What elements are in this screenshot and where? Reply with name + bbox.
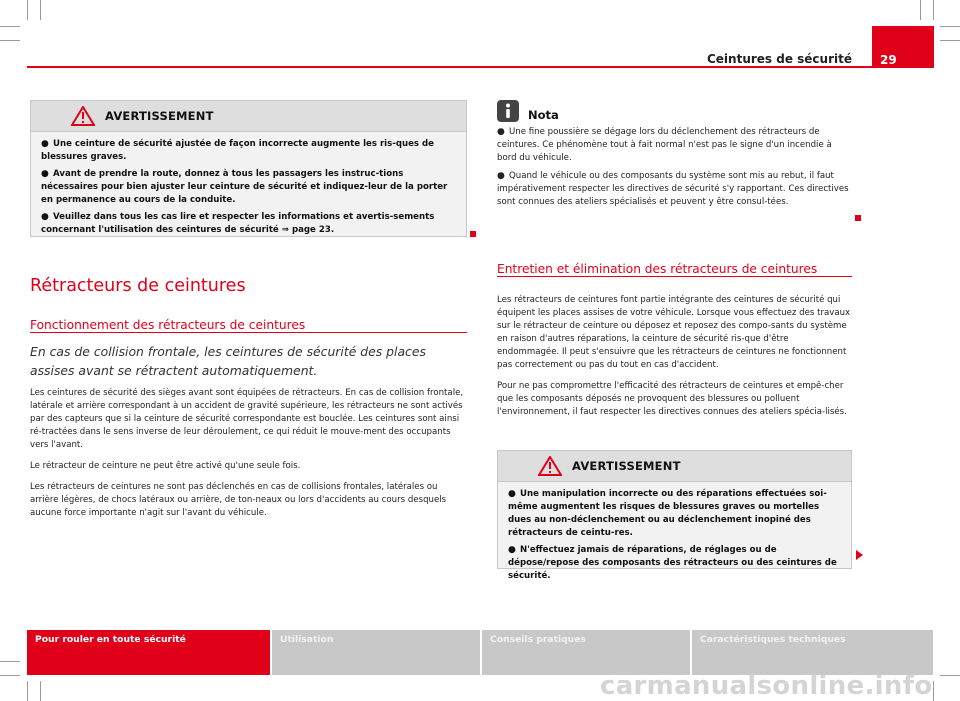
section-title: Rétracteurs de ceintures — [30, 276, 246, 296]
left-body — [30, 387, 466, 528]
note-heading: Nota — [528, 108, 559, 122]
crop-mark — [27, 681, 28, 701]
watermark: carmanualsonline.info — [600, 671, 933, 701]
warning-heading: AVERTISSEMENT — [105, 109, 214, 123]
crop-mark — [0, 26, 20, 27]
subsection-rule — [30, 332, 467, 333]
running-header-title: Ceintures de sécurité — [706, 52, 852, 66]
section-end-mark — [470, 231, 476, 237]
crop-mark — [933, 0, 934, 20]
crop-mark — [940, 675, 960, 676]
warning-triangle-icon — [71, 106, 95, 126]
subsection-title: Entretien et élimination des rétracteurs de ceintures — [497, 262, 818, 276]
paragraph: Les ceintures de sécurité des sièges avant sont équipées de rétracteurs. En cas de collision frontale, latérale et arrière correspondant à un accident de gravité supérieure, les rétracteurs ne sont activés par des capteurs que si la ceinture de sécurité correspondante est bouclée. Les ceintures sont ainsi ré-tractées dans le sens inverse de leur déroulement, ce qui réduit le mouve-ment des occupants vers l'avant. — [30, 388, 464, 450]
warning-item: ● Une ceinture de sécurité ajustée de façon incorrecte augmente les ris-ques de blessures graves. — [41, 139, 434, 162]
subsection-rule — [497, 276, 852, 277]
crop-mark — [27, 0, 28, 20]
right-body — [497, 294, 852, 427]
crop-mark — [933, 681, 934, 701]
warning-item: ● Veuillez dans tous les cas lire et respecter les informations et avertis-sements concernant l'utilisation des ceintures de sécurité ⇒ page 23. — [41, 212, 435, 235]
warning-header — [498, 451, 851, 482]
note-header — [497, 100, 559, 122]
section-end-mark — [855, 215, 861, 221]
paragraph: Pour ne pas compromettre l'efficacité des rétracteurs de ceintures et empê-cher que les composants déposés ne provoquent des blessures ou polluent l'environnement, il faut respecter les directives connues des ateliers spécia-lisés. — [497, 381, 847, 417]
crop-mark — [40, 0, 41, 20]
crop-mark — [940, 40, 960, 41]
crop-mark — [940, 26, 960, 27]
lead-paragraph: En cas de collision frontale, les ceintures de sécurité des places assises avant se rétractent automatiquement. — [30, 344, 426, 378]
subsection-title: Fonctionnement des rétracteurs de ceintures — [30, 318, 306, 332]
crop-mark — [0, 40, 20, 41]
paragraph: Les rétracteurs de ceintures font partie intégrante des ceintures de sécurité qui équipent les places assises de votre véhicule. Lorsque vous effectuez des travaux sur le rétracteur de ceinture ou déposez et reposez des compo-sants du système en raison d'autres réparations, la ceinture de sécurité ris-que d'être endommagée. Il peut s'ensuivre que les rétracteurs de ceintures ne fonctionnent pas correctement ou pas du tout en cas d'accident. — [497, 295, 851, 370]
footer-tab-tips[interactable]: Conseils pratiques — [482, 630, 690, 675]
note-item: ● Une fine poussière se dégage lors du déclenchement des rétracteurs de ceintures. Ce phénomène tout à fait normal n'est pas le signe d'un incendie à bord du véhicule. — [497, 127, 832, 163]
continue-arrow-icon — [856, 550, 863, 560]
warning-item: ● Une manipulation incorrecte ou des réparations effectuées soi-même augmentent les risques de blessures graves ou mortelles dues au non-déclenchement ou au déclenchement inopiné des rétracteurs de ceintu-res. — [508, 489, 827, 538]
footer-tab-specs[interactable]: Caractéristiques techniques — [692, 630, 933, 675]
page-number-tab — [872, 26, 934, 68]
page-number: 29 — [880, 53, 897, 67]
warning-heading: AVERTISSEMENT — [572, 459, 681, 473]
warning-item: ● N'effectuez jamais de réparations, de réglages ou de dépose/repose des composants des rétracteurs ou des ceintures de sécurité. — [508, 545, 837, 581]
crop-mark — [0, 661, 20, 662]
crop-mark — [40, 681, 41, 701]
crop-mark — [0, 675, 20, 676]
footer-tab-usage[interactable]: Utilisation — [272, 630, 480, 675]
footer-tab-safety[interactable]: Pour rouler en toute sécurité — [27, 630, 270, 675]
warning-box — [497, 450, 852, 581]
warning-box — [30, 100, 467, 237]
warning-item: ● Avant de prendre la route, donnez à tous les passagers les instruc-tions nécessaires pour bien ajuster leur ceinture de sécurité et indiquez-leur de la porter en permanence au cours de la conduite. — [41, 169, 448, 205]
crop-mark — [920, 0, 921, 20]
warning-triangle-icon — [538, 456, 562, 476]
note-item: ● Quand le véhicule ou des composants du système sont mis au rebut, il faut impérativement respecter les directives de sécurité s'y rapportant. Ces directives sont connues des ateliers spécialisés et peuvent y être consul-tées. — [497, 171, 849, 207]
paragraph: Le rétracteur de ceinture ne peut être activé qu'une seule fois. — [30, 461, 301, 471]
header-rule — [27, 66, 872, 68]
warning-header — [31, 101, 466, 132]
paragraph: Les rétracteurs de ceintures ne sont pas déclenchés en cas de collisions frontales, latérales ou arrière légères, de chocs latéraux ou arrière, de ton-neaux ou lors d'accidents au cours desquels aucune force importante n'agit sur l'avant du véhicule. — [30, 482, 447, 518]
info-icon — [497, 100, 519, 122]
